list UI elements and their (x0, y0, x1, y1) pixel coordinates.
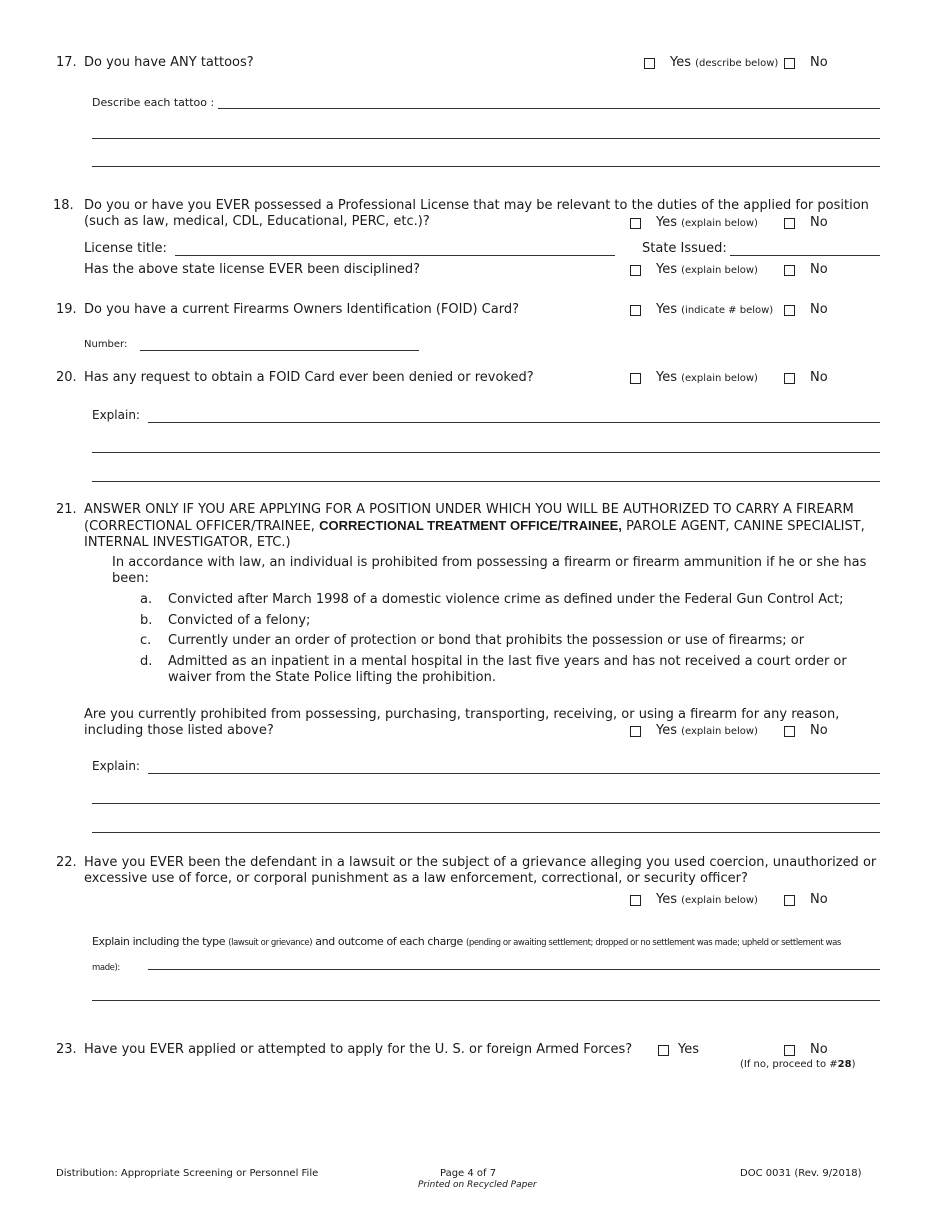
q19-yes-label: Yes (indicate # below) (656, 302, 774, 317)
q22-yes-label: Yes (explain below) (656, 892, 758, 907)
q17-yes-label: Yes (describe below) (670, 55, 779, 70)
q19-yes-checkbox[interactable] (630, 305, 641, 316)
q23-yes-label: Yes (678, 1042, 699, 1057)
q22-no-label: No (810, 892, 828, 907)
q18-disciplined-no-label: No (810, 262, 828, 277)
q18-question: Do you or have you EVER possessed a Professional License that may be relevant to the duties of the applied for position (such as law, medical, CDL, Educational, PERC, etc.)? (84, 198, 869, 229)
q21-item-d-letter: d. (140, 654, 153, 669)
q20-yes-checkbox[interactable] (630, 373, 641, 384)
q22-explain-field-2[interactable] (92, 1000, 880, 1001)
q20-explain-label: Explain: (92, 408, 140, 422)
q20-question: Has any request to obtain a FOID Card ever been denied or revoked? (84, 370, 534, 385)
q21-no-checkbox[interactable] (784, 726, 795, 737)
q20-no-label: No (810, 370, 828, 385)
q20-no-checkbox[interactable] (784, 373, 795, 384)
footer-doc-number: DOC 0031 (Rev. 9/2018) (740, 1168, 862, 1179)
q17-yes-checkbox[interactable] (644, 58, 655, 69)
q22-explain-field-1[interactable] (148, 969, 880, 970)
q23-no-label: No (810, 1042, 828, 1057)
q21-explain-field-3[interactable] (92, 832, 880, 833)
q22-question: Have you EVER been the defendant in a lawsuit or the subject of a grievance alleging you used coercion, unauthorized or excessive use of force, or corporal punishment as a law enforcement, correctional, or security officer? (84, 855, 877, 886)
q19-number: 19. (56, 302, 77, 317)
q20-explain-field-2[interactable] (92, 452, 880, 453)
q23-number: 23. (56, 1042, 77, 1057)
q17-describe-label: Describe each tattoo : (92, 96, 215, 109)
footer-page-number: Page 4 of 7 (440, 1168, 497, 1179)
q21-item-d-text: Admitted as an inpatient in a mental hospital in the last five years and has not received a court order or waiver from the State Police lifting the prohibition. (168, 654, 847, 685)
q21-explain-field-2[interactable] (92, 803, 880, 804)
q22-yes-checkbox[interactable] (630, 895, 641, 906)
q23-question: Have you EVER applied or attempted to apply for the U. S. or foreign Armed Forces? (84, 1042, 633, 1057)
q21-item-a-letter: a. (140, 592, 153, 607)
q17-describe-field-3[interactable] (92, 166, 880, 167)
q18-no-label: No (810, 215, 828, 230)
q19-no-checkbox[interactable] (784, 305, 795, 316)
q20-number: 20. (56, 370, 77, 385)
q21-explain-field-1[interactable] (148, 773, 880, 774)
q17-question: Do you have ANY tattoos? (84, 55, 254, 70)
q18-no-checkbox[interactable] (784, 218, 795, 229)
q21-item-a-text: Convicted after March 1998 of a domestic violence crime as defined under the Federal Gun Control Act; (168, 592, 844, 607)
q22-number: 22. (56, 855, 77, 870)
q21-header: ANSWER ONLY IF YOU ARE APPLYING FOR A POSITION UNDER WHICH YOU WILL BE AUTHORIZED TO CARRY A FIREARM (CORRECTIONAL OFFICER/TRAINEE, CORRECTIONAL TREATMENT OFFICE/TRAINEE, PAROLE AGENT, CANINE SPECIALIST, INTERNAL INVESTIGATOR, ETC.) (84, 502, 865, 550)
q20-yes-label: Yes (explain below) (656, 370, 758, 385)
q17-no-label: No (810, 55, 828, 70)
state-issued-label: State Issued: (642, 241, 727, 256)
license-title-field[interactable] (175, 255, 615, 256)
foid-number-field[interactable] (140, 350, 419, 351)
q18-number: 18. (53, 198, 74, 213)
q17-number: 17. (56, 55, 77, 70)
q23-proceed-note: (If no, proceed to #28) (740, 1059, 856, 1070)
q21-intro: In accordance with law, an individual is prohibited from possessing a firearm or firearm ammunition if he or she has been: (112, 555, 867, 586)
footer-recycled-note: Printed on Recycled Paper (418, 1180, 537, 1190)
q21-explain-label: Explain: (92, 759, 140, 773)
q18-disciplined-yes-label: Yes (explain below) (656, 262, 758, 277)
state-issued-field[interactable] (730, 255, 880, 256)
q21-item-c-letter: c. (140, 633, 152, 648)
q17-describe-field-2[interactable] (92, 138, 880, 139)
q19-no-label: No (810, 302, 828, 317)
q17-describe-field-1[interactable] (218, 108, 880, 109)
q18-disciplined-no-checkbox[interactable] (784, 265, 795, 276)
q23-no-checkbox[interactable] (784, 1045, 795, 1056)
q18-disciplined-yes-checkbox[interactable] (630, 265, 641, 276)
q20-explain-field-1[interactable] (148, 422, 880, 423)
foid-number-label: Number: (84, 339, 128, 350)
q21-yes-label: Yes (explain below) (656, 723, 758, 738)
q21-item-b-text: Convicted of a felony; (168, 613, 311, 628)
q21-item-c-text: Currently under an order of protection or bond that prohibits the possession or use of firearms; or (168, 633, 805, 648)
q22-explain-label: Explain including the type (lawsuit or grievance) and outcome of each charge (pending or awaiting settlement; dropped or no settlement was made; upheld or settlement was made): (92, 935, 841, 973)
q17-no-checkbox[interactable] (784, 58, 795, 69)
q23-yes-checkbox[interactable] (658, 1045, 669, 1056)
q21-number: 21. (56, 502, 77, 517)
q18-yes-label: Yes (explain below) (656, 215, 758, 230)
footer-distribution: Distribution: Appropriate Screening or Personnel File (56, 1168, 319, 1179)
q19-question: Do you have a current Firearms Owners Identification (FOID) Card? (84, 302, 519, 317)
q22-no-checkbox[interactable] (784, 895, 795, 906)
q18-disciplined-question: Has the above state license EVER been disciplined? (84, 262, 421, 277)
q21-no-label: No (810, 723, 828, 738)
q21-item-b-letter: b. (140, 613, 153, 628)
q21-question: Are you currently prohibited from possessing, purchasing, transporting, receiving, or using a firearm for any reason, including those listed above? (84, 707, 840, 738)
q20-explain-field-3[interactable] (92, 481, 880, 482)
q21-yes-checkbox[interactable] (630, 726, 641, 737)
q18-yes-checkbox[interactable] (630, 218, 641, 229)
license-title-label: License title: (84, 241, 167, 256)
